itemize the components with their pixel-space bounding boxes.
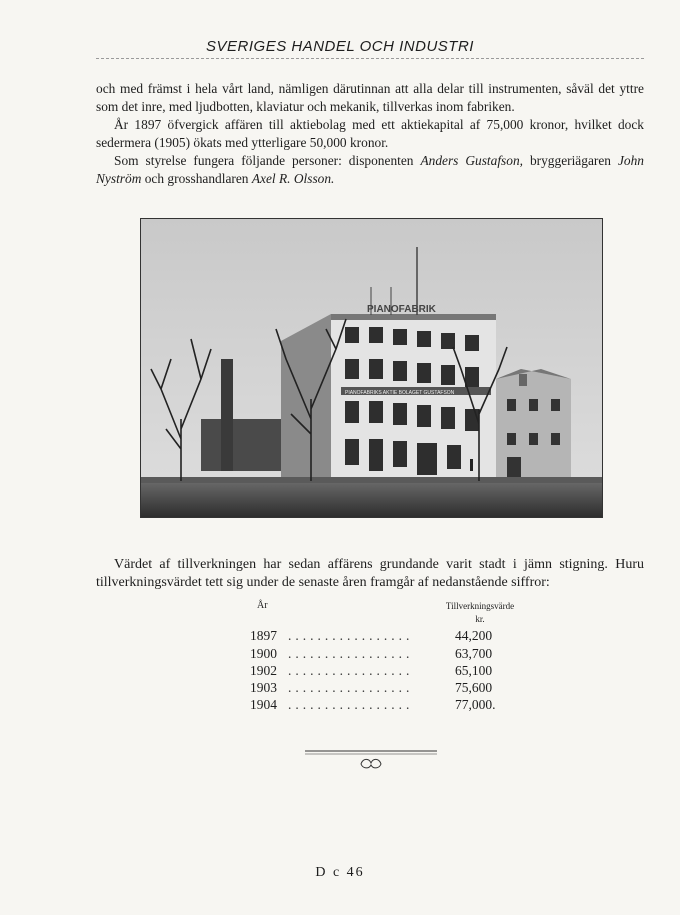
- row-value: 63,700: [455, 646, 493, 661]
- row-year: 1897: [250, 628, 277, 643]
- row-leader: .................: [288, 680, 414, 695]
- table-row: [250, 628, 520, 646]
- paragraph-intro: och med främst i hela vårt land, nämligen därutinnan att alla delar till instrumenten, såväl det yttre som det inre, med ljudbotten, klaviatur och mekanik, tillverkas inom fabriken.: [96, 81, 644, 114]
- paragraph-aktiebolag: År 1897 öfvergick affären till aktiebolag med ett aktiekapital af 75,000 kronor, hvilket dock sedermera (1905) ökats med ytterligare 50,000 kronor.: [96, 117, 644, 150]
- facade-sign: PIANOFABRIKS AKTIE BOLAGET GUSTAFSON: [345, 390, 455, 396]
- table-header-value: [430, 600, 530, 626]
- ornament-icon: [305, 748, 437, 772]
- row-value: 44,200: [455, 628, 493, 643]
- row-value: 65,100: [455, 663, 493, 678]
- end-ornament: [305, 748, 437, 772]
- row-year: 1900: [250, 646, 277, 661]
- board-member-name: Anders Gustafson,: [420, 153, 523, 168]
- styrelse-text-a: Som styrelse fungera följande personer: disponenten: [114, 153, 421, 168]
- roof-sign: PIANOFABRIK: [367, 304, 436, 315]
- board-member-name: John Nyström: [96, 153, 644, 186]
- row-value: 77,000.: [455, 697, 496, 712]
- page-header: SVERIGES HANDEL OCH INDUSTRI: [206, 38, 474, 55]
- row-leader: .................: [288, 646, 414, 661]
- table-header-year: År: [257, 600, 268, 611]
- row-leader: .................: [288, 697, 414, 712]
- styrelse-text-b: bryggeriägaren: [523, 153, 618, 168]
- row-year: 1904: [250, 697, 277, 712]
- header-rule: [96, 58, 644, 59]
- page-number: D c 46: [315, 865, 365, 880]
- paragraph-styrelse: [96, 152, 644, 187]
- row-year: 1902: [250, 663, 277, 678]
- table-header-value-line2: kr.: [475, 614, 485, 624]
- styrelse-text-c: och grosshandlaren: [141, 170, 252, 186]
- paragraph-tillverkning: Värdet af tillverkningen har sedan affärens grundande varit stadt i jämn stigning. Huru tillverkningsvärdet tett sig under de senaste åren framgår af nedanstående siffror:: [96, 557, 644, 590]
- row-year: 1903: [250, 680, 277, 695]
- table-row: [250, 697, 520, 715]
- table-row: [250, 646, 520, 664]
- factory-photograph: [140, 218, 603, 518]
- table-row: [250, 663, 520, 681]
- table-header-value-line1: Tillverkningsvärde: [445, 601, 515, 611]
- factory-illustration: [141, 219, 603, 518]
- row-value: 75,600: [455, 680, 493, 695]
- board-member-name: Axel R. Olsson.: [251, 170, 335, 186]
- row-leader: .................: [288, 663, 414, 678]
- row-leader: .................: [288, 628, 414, 643]
- table-row: [250, 680, 520, 698]
